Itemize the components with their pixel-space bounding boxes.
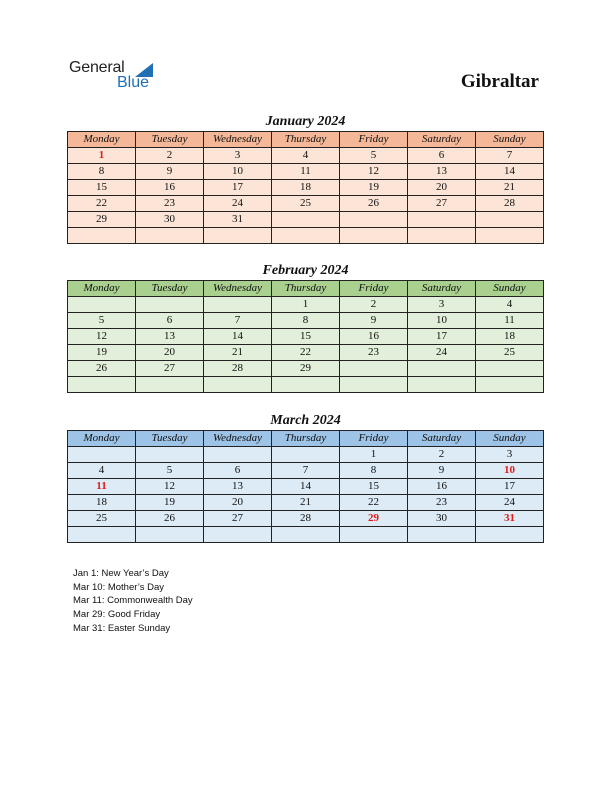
empty-day-cell [204, 377, 272, 393]
day-cell: 9 [136, 164, 204, 180]
empty-day-cell [204, 228, 272, 244]
day-cell: 24 [408, 345, 476, 361]
country-title: Gibraltar [460, 71, 539, 92]
day-cell: 12 [340, 164, 408, 180]
day-cell: 15 [340, 479, 408, 495]
calendar-table [67, 430, 544, 543]
holiday-note: Mar 10: Mother’s Day [73, 581, 164, 593]
day-cell: 17 [476, 479, 544, 495]
day-cell: 26 [68, 361, 136, 377]
logo [69, 60, 149, 91]
weekday-header: Thursday [272, 132, 340, 148]
month-title: February 2024 [262, 263, 349, 278]
day-cell: 22 [68, 196, 136, 212]
day-cell: 16 [408, 479, 476, 495]
day-cell: 24 [476, 495, 544, 511]
empty-day-cell [68, 377, 136, 393]
day-cell: 8 [68, 164, 136, 180]
weekday-header: Sunday [476, 132, 544, 148]
holiday-note: Jan 1: New Year’s Day [73, 568, 169, 579]
day-cell: 25 [272, 196, 340, 212]
day-cell: 16 [136, 180, 204, 196]
day-cell: 15 [68, 180, 136, 196]
day-cell: 12 [136, 479, 204, 495]
day-cell: 28 [204, 361, 272, 377]
day-cell: 17 [408, 329, 476, 345]
week-row [68, 228, 544, 244]
day-cell: 5 [340, 148, 408, 164]
week-row [68, 511, 544, 527]
day-cell: 10 [408, 313, 476, 329]
month-title: March 2024 [270, 413, 341, 428]
empty-day-cell [68, 297, 136, 313]
day-cell: 22 [272, 345, 340, 361]
day-cell: 4 [68, 463, 136, 479]
day-cell: 1 [272, 297, 340, 313]
day-cell: 27 [408, 196, 476, 212]
calendar-table [67, 131, 544, 244]
day-cell: 20 [204, 495, 272, 511]
weekday-header: Monday [68, 431, 136, 447]
month-title: January 2024 [265, 114, 346, 129]
day-cell: 13 [408, 164, 476, 180]
week-row [68, 361, 544, 377]
empty-day-cell [476, 361, 544, 377]
day-cell: 29 [68, 212, 136, 228]
day-cell: 4 [476, 297, 544, 313]
holiday-note: Mar 29: Good Friday [73, 609, 161, 621]
day-cell: 25 [476, 345, 544, 361]
day-cell: 27 [204, 511, 272, 527]
day-cell: 18 [272, 180, 340, 196]
week-row [68, 447, 544, 463]
day-cell: 23 [408, 495, 476, 511]
weekday-header-row [68, 281, 544, 297]
day-cell: 21 [204, 345, 272, 361]
week-row [68, 196, 544, 212]
day-cell: 30 [408, 511, 476, 527]
day-cell: 25 [68, 511, 136, 527]
day-cell: 12 [68, 329, 136, 345]
holiday-note: Mar 11: Commonwealth Day [73, 595, 193, 607]
week-row [68, 180, 544, 196]
day-cell: 3 [204, 148, 272, 164]
day-cell: 2 [136, 148, 204, 164]
day-cell: 19 [340, 180, 408, 196]
holiday-notes [73, 567, 193, 636]
empty-day-cell [408, 527, 476, 543]
empty-day-cell [340, 212, 408, 228]
week-row [68, 212, 544, 228]
calendar-table [67, 280, 544, 393]
weekday-header-row [68, 431, 544, 447]
weekday-header: Tuesday [136, 281, 204, 297]
empty-day-cell [68, 228, 136, 244]
day-cell: 26 [136, 511, 204, 527]
weekday-header: Friday [340, 132, 408, 148]
day-cell: 18 [68, 495, 136, 511]
week-row [68, 313, 544, 329]
empty-day-cell [272, 447, 340, 463]
empty-day-cell [136, 527, 204, 543]
weekday-header: Tuesday [136, 431, 204, 447]
week-row [68, 164, 544, 180]
day-cell: 5 [136, 463, 204, 479]
day-cell: 11 [272, 164, 340, 180]
week-row [68, 495, 544, 511]
empty-day-cell [408, 228, 476, 244]
weekday-header: Friday [340, 431, 408, 447]
day-cell: 15 [272, 329, 340, 345]
empty-day-cell [272, 228, 340, 244]
day-cell: 8 [272, 313, 340, 329]
month-january [67, 112, 544, 244]
weekday-header: Friday [340, 281, 408, 297]
day-cell: 7 [476, 148, 544, 164]
day-cell: 1 [68, 148, 136, 164]
week-row [68, 463, 544, 479]
day-cell: 7 [204, 313, 272, 329]
empty-day-cell [136, 228, 204, 244]
day-cell: 1 [340, 447, 408, 463]
empty-day-cell [204, 447, 272, 463]
weekday-header: Saturday [408, 281, 476, 297]
day-cell: 13 [136, 329, 204, 345]
empty-day-cell [204, 527, 272, 543]
day-cell: 24 [204, 196, 272, 212]
empty-day-cell [204, 297, 272, 313]
week-row [68, 297, 544, 313]
day-cell: 10 [476, 463, 544, 479]
empty-day-cell [68, 527, 136, 543]
empty-day-cell [476, 377, 544, 393]
weekday-header: Thursday [272, 431, 340, 447]
day-cell: 3 [476, 447, 544, 463]
day-cell: 6 [204, 463, 272, 479]
day-cell: 14 [204, 329, 272, 345]
weekday-header: Saturday [408, 431, 476, 447]
day-cell: 2 [408, 447, 476, 463]
empty-day-cell [476, 527, 544, 543]
day-cell: 22 [340, 495, 408, 511]
day-cell: 7 [272, 463, 340, 479]
day-cell: 2 [340, 297, 408, 313]
day-cell: 14 [476, 164, 544, 180]
day-cell: 13 [204, 479, 272, 495]
logo-flag-icon [135, 63, 153, 77]
day-cell: 5 [68, 313, 136, 329]
weekday-header: Monday [68, 132, 136, 148]
day-cell: 30 [136, 212, 204, 228]
empty-day-cell [136, 377, 204, 393]
day-cell: 14 [272, 479, 340, 495]
weekday-header: Monday [68, 281, 136, 297]
day-cell: 10 [204, 164, 272, 180]
day-cell: 28 [476, 196, 544, 212]
day-cell: 31 [476, 511, 544, 527]
day-cell: 20 [408, 180, 476, 196]
day-cell: 18 [476, 329, 544, 345]
day-cell: 31 [204, 212, 272, 228]
day-cell: 19 [136, 495, 204, 511]
month-february [67, 261, 544, 393]
day-cell: 21 [272, 495, 340, 511]
day-cell: 11 [476, 313, 544, 329]
empty-day-cell [340, 527, 408, 543]
empty-day-cell [340, 228, 408, 244]
empty-day-cell [408, 377, 476, 393]
day-cell: 20 [136, 345, 204, 361]
day-cell: 11 [68, 479, 136, 495]
empty-day-cell [408, 212, 476, 228]
empty-day-cell [340, 377, 408, 393]
empty-day-cell [136, 297, 204, 313]
empty-day-cell [408, 361, 476, 377]
logo-general-text: General [69, 59, 125, 76]
day-cell: 29 [340, 511, 408, 527]
week-row [68, 329, 544, 345]
day-cell: 6 [136, 313, 204, 329]
weekday-header-row [68, 132, 544, 148]
empty-day-cell [476, 228, 544, 244]
week-row [68, 345, 544, 361]
month-march [67, 411, 544, 543]
day-cell: 9 [408, 463, 476, 479]
week-row [68, 148, 544, 164]
day-cell: 26 [340, 196, 408, 212]
empty-day-cell [340, 361, 408, 377]
week-row [68, 377, 544, 393]
day-cell: 6 [408, 148, 476, 164]
empty-day-cell [272, 377, 340, 393]
day-cell: 3 [408, 297, 476, 313]
day-cell: 9 [340, 313, 408, 329]
day-cell: 21 [476, 180, 544, 196]
day-cell: 23 [340, 345, 408, 361]
empty-day-cell [136, 447, 204, 463]
day-cell: 29 [272, 361, 340, 377]
weekday-header: Sunday [476, 281, 544, 297]
weekday-header: Saturday [408, 132, 476, 148]
weekday-header: Thursday [272, 281, 340, 297]
day-cell: 8 [340, 463, 408, 479]
empty-day-cell [68, 447, 136, 463]
week-row [68, 479, 544, 495]
week-row [68, 527, 544, 543]
weekday-header: Wednesday [204, 281, 272, 297]
empty-day-cell [272, 527, 340, 543]
weekday-header: Wednesday [204, 132, 272, 148]
weekday-header: Sunday [476, 431, 544, 447]
empty-day-cell [272, 212, 340, 228]
weekday-header: Tuesday [136, 132, 204, 148]
day-cell: 23 [136, 196, 204, 212]
day-cell: 28 [272, 511, 340, 527]
day-cell: 4 [272, 148, 340, 164]
holiday-note: Mar 31: Easter Sunday [73, 622, 171, 634]
logo-blue-text: Blue [117, 74, 150, 91]
day-cell: 16 [340, 329, 408, 345]
empty-day-cell [476, 212, 544, 228]
weekday-header: Wednesday [204, 431, 272, 447]
day-cell: 27 [136, 361, 204, 377]
day-cell: 17 [204, 180, 272, 196]
day-cell: 19 [68, 345, 136, 361]
